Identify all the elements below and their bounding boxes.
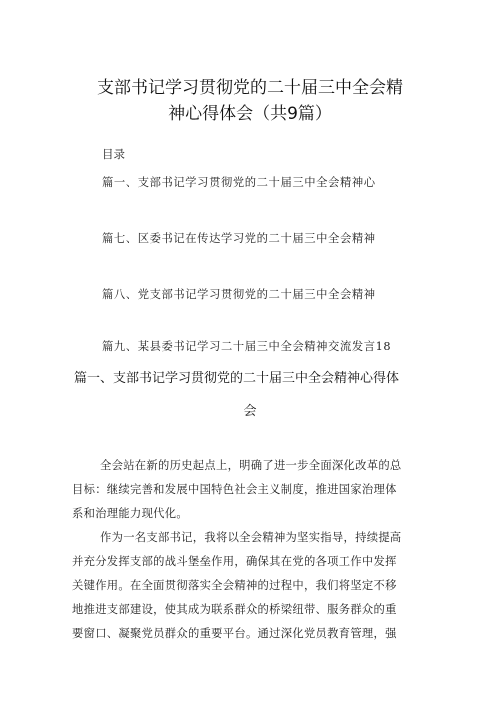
toc-item[interactable]: 篇七、区委书记在传达学习党的二十届三中全会精神 — [102, 232, 376, 245]
section-heading-line-2: 会 — [243, 404, 257, 419]
document-title-line-1: 支部书记学习贯彻党的二十届三中全会精 — [97, 78, 403, 98]
toc-item[interactable]: 篇一、支部书记学习贯彻党的二十届三中全会精神心 — [102, 176, 376, 189]
paragraph-line: 并充分发挥支部的战斗堡垒作用，确保其在党的各项工作中发挥 — [72, 555, 397, 568]
document-title-line-2: 神心得体会（共9篇） — [168, 104, 332, 124]
toc-item[interactable]: 篇九、某县委书记学习二十届三中全会精神交流发言18 — [102, 340, 392, 353]
paragraph-line: 要窗口、凝聚党员群众的重要平台。通过深化党员教育管理，强 — [72, 627, 397, 640]
paragraph-line: 关键作用。在全面贯彻落实全会精神的过程中，我们将坚定不移 — [72, 579, 397, 592]
toc-heading: 目录 — [102, 147, 125, 161]
paragraph-line: 地推进支部建设，使其成为联系群众的桥梁纽带、服务群众的重 — [72, 603, 397, 616]
toc-item[interactable]: 篇八、党支部书记学习贯彻党的二十届三中全会精神 — [102, 288, 376, 301]
section-heading-line-1: 篇一、支部书记学习贯彻党的二十届三中全会精神心得体 — [74, 371, 400, 386]
paragraph-line: 目标：继续完善和发展中国特色社会主义制度，推进国家治理体 — [72, 483, 397, 496]
paragraph-line: 系和治理能力现代化。 — [72, 507, 188, 520]
paragraph-line: 作为一名支部书记，我将以全会精神为坚实指导，持续提高 — [100, 531, 402, 544]
paragraph-line: 全会站在新的历史起点上，明确了进一步全面深化改革的总 — [100, 459, 402, 472]
